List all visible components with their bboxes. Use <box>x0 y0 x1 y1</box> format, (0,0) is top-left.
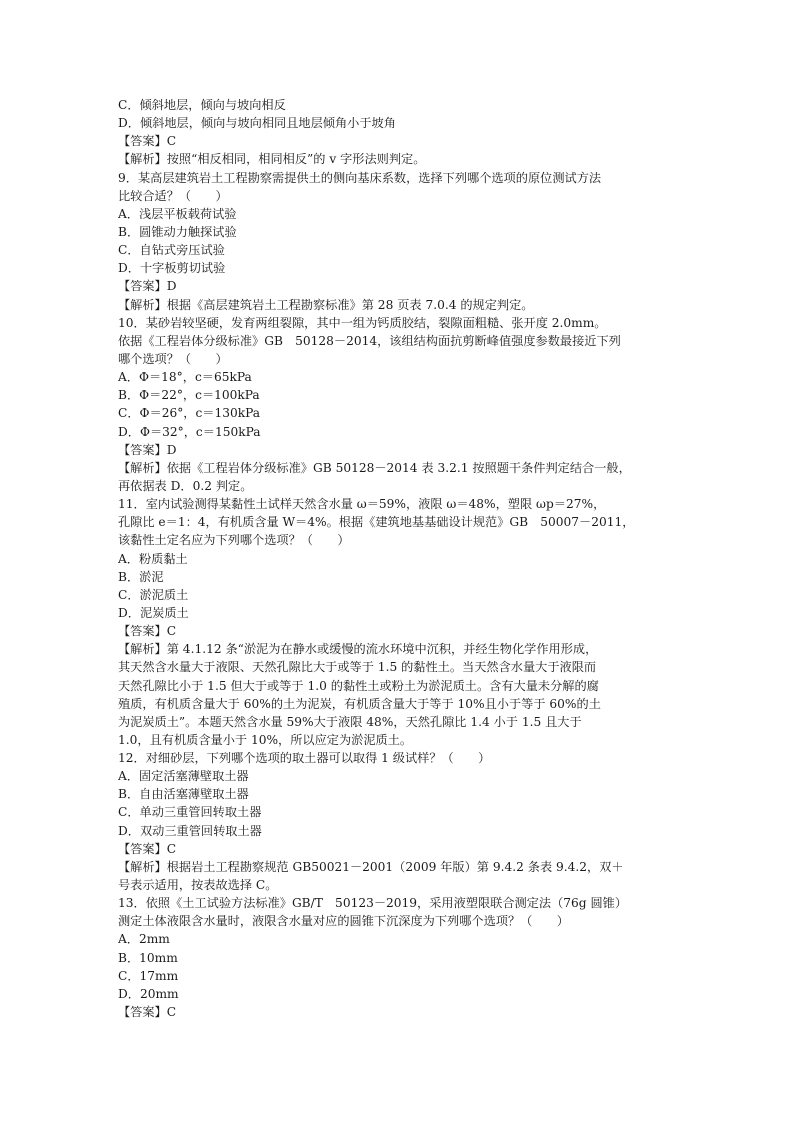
text-line: C．淤泥质土 <box>118 587 189 602</box>
text-line: A．固定活塞薄壁取土器 <box>118 769 249 784</box>
text-line: 11．室内试验测得某黏性土试样天然含水量 ω＝59%，液限 ω＝48%，塑限 ωp＝27%， <box>118 497 606 512</box>
text-line: C．Φ＝26°，c＝130kPa <box>118 406 261 421</box>
text-line: 为泥炭质土”。本题天然含水量 59%大于液限 48%，天然孔隙比 1.4 小于 1.5 且大于 <box>118 714 582 729</box>
text-line: 【答案】C <box>118 624 177 639</box>
text-line: D．泥炭质土 <box>118 605 189 620</box>
text-line: B．Φ＝22°，c＝100kPa <box>118 388 260 403</box>
text-line: A．粉质黏土 <box>118 551 188 566</box>
text-line: C．17mm <box>118 968 179 983</box>
text-line: 【解析】根据《高层建筑岩土工程勘察标准》第 28 页表 7.0.4 的规定判定。 <box>118 297 534 312</box>
text-line: D．倾斜地层，倾向与坡向相同且地层倾角小于坡角 <box>118 116 396 131</box>
text-line: 测定土体液限含水量时，液限含水量对应的圆锥下沉深度为下列哪个选项？（ ） <box>118 914 569 929</box>
text-line: 【解析】按照“相反相同，相同相反”的 v 字形法则判定。 <box>118 152 426 167</box>
text-line: 殖质，有机质含量大于 60%的土为泥炭，有机质含量大于等于 10%且小于等于 60%的土 <box>118 696 601 711</box>
text-line: B．自由活塞薄壁取土器 <box>118 787 249 802</box>
text-line: 【答案】D <box>118 442 177 457</box>
text-line: 号表示适用，按表故选择 C。 <box>118 878 278 893</box>
text-line: 【解析】依据《工程岩体分级标准》GB 50128－2014 表 3.2.1 按照题干条件判定结合一般， <box>118 460 631 475</box>
text-line: 【答案】C <box>118 841 177 856</box>
text-line: 1.0，且有机质含量小于 10%，所以应定为淤泥质土。 <box>118 732 413 747</box>
text-line: C．单动三重管回转取土器 <box>118 805 262 820</box>
document-page <box>118 96 688 1021</box>
text-line: 13．依照《土工试验方法标准》GB/T 50123－2019，采用液塑限联合测定法（76g 圆锥） <box>118 896 628 911</box>
text-line: 【解析】第 4.1.12 条“淤泥为在静水或缓慢的流水环境中沉积，并经生物化学作用形成， <box>118 642 598 657</box>
text-line: 【答案】C <box>118 1005 177 1020</box>
text-line: 【解析】根据岩土工程勘察规范 GB50021－2001（2009 年版）第 9.4.2 条表 9.4.2，双＋ <box>118 859 624 874</box>
text-line: C．倾斜地层，倾向与坡向相反 <box>118 98 286 112</box>
text-line: 该黏性土定名应为下列哪个选项？（ ） <box>118 533 350 548</box>
text-line: 孔隙比 e＝1：4，有机质含量 W＝4%。根据《建筑地基基础设计规范》GB 50007－2011， <box>118 515 635 530</box>
text-line: D．十字板剪切试验 <box>118 261 226 276</box>
text-line: 12．对细砂层，下列哪个选项的取土器可以取得 1 级试样？（ ） <box>118 751 491 766</box>
text-line: 【答案】C <box>118 134 177 149</box>
text-line: B．圆锥动力触探试验 <box>118 224 237 239</box>
text-line: 其天然含水量大于液限、天然孔隙比大于或等于 1.5 的黏性土。当天然含水量大于液限而 <box>118 660 597 675</box>
text-line: 天然孔隙比小于 1.5 但大于或等于 1.0 的黏性土或粉土为淤泥质土。含有大量未分解的腐 <box>118 678 599 693</box>
text-line: 比较合适？（ ） <box>118 188 228 203</box>
text-line: 再依据表 D．0.2 判定。 <box>118 478 253 493</box>
text-line: B．10mm <box>118 950 178 965</box>
text-line: 10．某砂岩较坚硬，发育两组裂隙，其中一组为钙质胶结，裂隙面粗糙、张开度 2.0mm。 <box>118 315 607 330</box>
text-line: 9．某高层建筑岩土工程勘察需提供土的侧向基床系数，选择下列哪个选项的原位测试方法 <box>118 170 602 185</box>
text-line: 哪个选项？（ ） <box>118 351 228 366</box>
text-line: D．Φ＝32°，c＝150kPa <box>118 424 261 439</box>
text-line: C．自钻式旁压试验 <box>118 243 225 258</box>
text-line: 【答案】D <box>118 279 177 294</box>
text-line: 依据《工程岩体分级标准》GB 50128－2014，该组结构面抗剪断峰值强度参数最接近下列 <box>118 333 621 348</box>
text-line: A．2mm <box>118 932 170 947</box>
text-line: A．浅层平板载荷试验 <box>118 206 237 221</box>
text-line: A．Φ＝18°，c＝65kPa <box>118 370 252 385</box>
text-line: B．淤泥 <box>118 569 164 584</box>
text-line: D．双动三重管回转取土器 <box>118 823 262 838</box>
text-line: D．20mm <box>118 986 179 1001</box>
